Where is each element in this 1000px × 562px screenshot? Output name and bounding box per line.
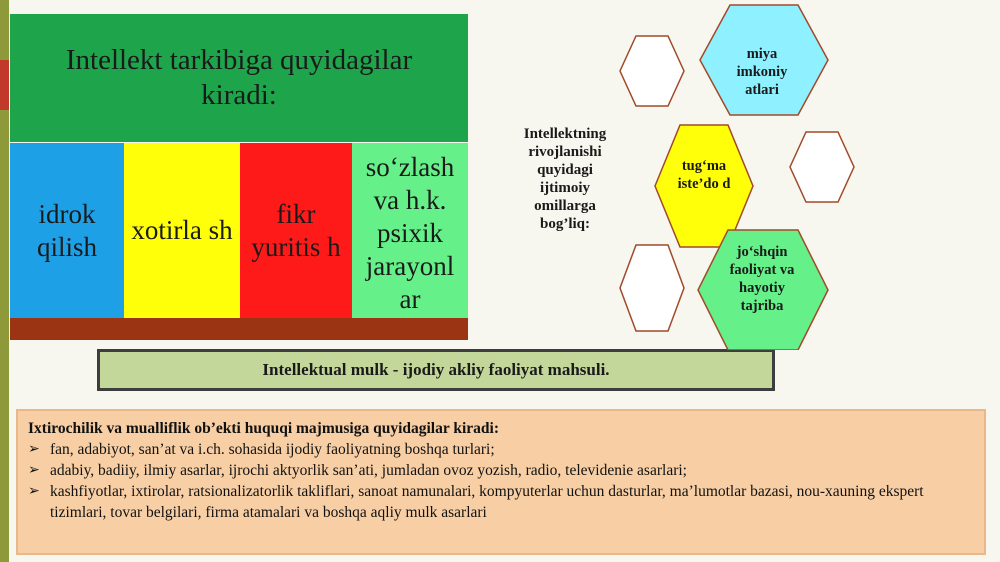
component-label: fikr yuritis h [251, 198, 341, 262]
arrowhead-bullet-icon: ➢ [28, 483, 40, 499]
list-item [28, 460, 972, 481]
ip-objects-list [28, 439, 972, 523]
list-item [28, 481, 972, 523]
component-box-speech [352, 143, 468, 318]
definition-text: Intellektual mulk - ijodiy akliy faoliyat mahsuli. [262, 360, 610, 379]
hexagon-label-talent [668, 157, 740, 193]
component-label: so‘zlash va h.k. psixik jarayonl ar [365, 152, 455, 314]
component-box-memory [124, 143, 240, 318]
empty-hexagon [620, 245, 684, 331]
arrowhead-bullet-icon: ➢ [28, 441, 40, 457]
list-item-text: kashfiyotlar, ixtirolar, ratsionalizatorlik takliflari, sanoat namunalari, kompyuterlar uchun dasturlar, ma’lumotlar bazasi, nou-xauning ekspert tizimlari, tovar belgilari, firma atamalari va boshqa aqliy mulk asarlari [50, 483, 924, 521]
intellectual-property-definition [97, 349, 775, 391]
list-item-text: fan, adabiyot, san’at va i.ch. sohasida ijodiy faoliyatning boshqa turlari; [50, 441, 495, 458]
hexagon-label-text: miya imkoniy atlari [736, 46, 788, 98]
component-label: xotirla sh [131, 215, 233, 245]
intellect-title [10, 14, 468, 142]
intellect-title-text: Intellekt tarkibiga quyidagilar kiradi: [65, 44, 413, 111]
component-box-perception [10, 143, 124, 318]
side-accent-red-mark [0, 60, 9, 110]
components-bottom-strip [10, 318, 468, 340]
empty-hexagon [620, 36, 684, 106]
component-box-thinking [240, 143, 352, 318]
empty-hexagon [790, 132, 854, 202]
hexagon-label-brain [722, 45, 802, 99]
ip-objects-panel [16, 409, 986, 555]
hexagon-label-experience [722, 243, 802, 315]
list-item [28, 439, 972, 460]
factors-heading-text: Intellektning rivojlanishi quyidagi ijtimoiy omillarga bog’liq: [523, 126, 607, 232]
ip-objects-title: Ixtirochilik va mualliflik ob’ekti huquqi majmusiga quyidagilar kiradi: [28, 420, 499, 437]
hexagon-label-text: jo‘shqin faoliyat va hayotiy tajriba [729, 244, 795, 314]
list-item-text: adabiy, badiiy, ilmiy asarlar, ijrochi aktyorlik san’ati, jumladan ovoz yozish, radio, televidenie asarlari; [50, 462, 687, 479]
arrowhead-bullet-icon: ➢ [28, 462, 40, 478]
hexagon-label-text: tug‘ma iste’do d [677, 158, 731, 192]
component-label: idrok qilish [36, 198, 97, 262]
